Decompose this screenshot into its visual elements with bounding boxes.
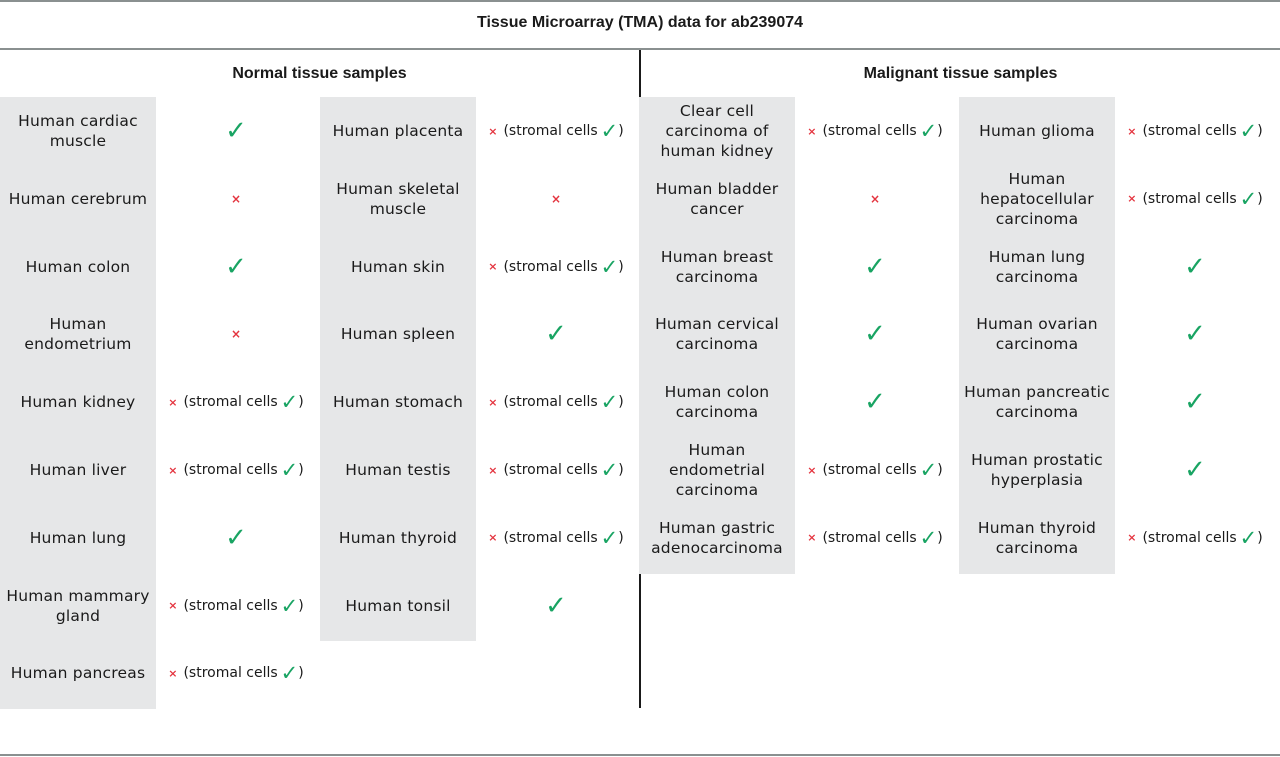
cross-icon: × — [807, 531, 817, 545]
tissue-name: Human prostatic hyperplasia — [971, 451, 1103, 489]
cross-icon: × — [168, 395, 178, 409]
result-cell — [795, 97, 955, 165]
cross-icon: × — [230, 327, 242, 342]
stromal-label: (stromal cells — [1142, 529, 1237, 546]
stromal-close: ) — [1257, 190, 1263, 207]
check-icon: ✓ — [919, 458, 938, 482]
result-cell — [156, 368, 316, 436]
tissue-name: Human kidney — [20, 393, 136, 412]
tissue-name: Human skin — [350, 257, 445, 276]
tissue-name: Human endometrial carcinoma — [668, 441, 766, 499]
cross-icon: × — [230, 191, 242, 206]
result-cell — [476, 165, 636, 233]
result-cell — [156, 572, 316, 640]
stromal-close: ) — [937, 529, 943, 546]
tissue-name: Human pancreas — [10, 664, 146, 683]
stromal-close: ) — [618, 529, 624, 546]
stromal-close: ) — [618, 462, 624, 478]
result-cell — [1115, 97, 1275, 165]
tissue-name: Human endometrium — [24, 315, 132, 354]
result-cell — [1115, 233, 1275, 301]
result-cell — [795, 504, 955, 572]
stromal-label: (stromal cells — [503, 258, 598, 275]
tissue-name: Human bladder cancer — [655, 179, 779, 218]
check-icon: ✓ — [919, 525, 938, 550]
stromal-label: (stromal cells — [822, 123, 917, 139]
result-cell — [1115, 436, 1275, 504]
stromal-label: (stromal cells — [503, 462, 598, 478]
result-cell — [795, 368, 955, 436]
check-icon: ✓ — [1239, 525, 1258, 550]
stromal-close: ) — [298, 462, 304, 478]
tissue-name: Human ovarian carcinoma — [976, 315, 1098, 354]
result-cell — [156, 639, 316, 707]
check-icon: ✓ — [864, 251, 886, 282]
result-cell — [795, 165, 955, 233]
check-icon: ✓ — [1239, 186, 1258, 211]
check-icon: ✓ — [1184, 455, 1206, 485]
tissue-name: Human spleen — [340, 325, 456, 344]
cross-icon: × — [869, 191, 881, 206]
tissue-name: Human glioma — [979, 122, 1095, 140]
tissue-name: Human placenta — [332, 122, 464, 140]
check-icon: ✓ — [1184, 387, 1206, 418]
result-cell — [156, 436, 316, 504]
check-icon: ✓ — [864, 319, 886, 350]
check-icon: ✓ — [225, 522, 247, 553]
tissue-name: Human stomach — [332, 393, 463, 412]
result-cell — [1115, 300, 1275, 368]
tissue-name: Human liver — [29, 461, 127, 479]
tissue-name: Human breast carcinoma — [660, 247, 774, 286]
cross-icon: × — [168, 599, 178, 613]
stromal-close: ) — [618, 123, 624, 139]
cross-icon: × — [807, 124, 817, 138]
stromal-label: (stromal cells — [503, 529, 598, 546]
result-cell — [156, 233, 316, 301]
stromal-label: (stromal cells — [183, 597, 278, 614]
normal-section-title: Normal tissue samples — [232, 65, 407, 82]
check-icon: ✓ — [280, 593, 299, 618]
stromal-label: (stromal cells — [503, 123, 598, 139]
stromal-label: (stromal cells — [183, 394, 278, 411]
stromal-close: ) — [1257, 529, 1263, 546]
top-rule — [0, 0, 1280, 2]
tissue-name: Human mammary gland — [6, 586, 150, 625]
tissue-name: Human cerebrum — [8, 189, 148, 208]
stromal-label: (stromal cells — [1142, 190, 1237, 207]
tissue-name: Human lung carcinoma — [988, 247, 1086, 286]
cross-icon: × — [1127, 124, 1137, 138]
result-cell — [795, 233, 955, 301]
result-cell — [1115, 165, 1275, 233]
stromal-label: (stromal cells — [183, 462, 278, 478]
result-cell — [476, 368, 636, 436]
check-icon: ✓ — [545, 319, 567, 350]
check-icon: ✓ — [1184, 251, 1206, 282]
cross-icon: × — [488, 124, 498, 138]
result-cell — [156, 97, 316, 165]
malignant-section-title: Malignant tissue samples — [863, 65, 1058, 82]
tissue-name: Human gastric adenocarcinoma — [651, 518, 783, 557]
page-title: Tissue Microarray (TMA) data for ab239074 — [476, 14, 804, 31]
stromal-close: ) — [937, 462, 943, 478]
result-cell — [156, 300, 316, 368]
tissue-name: Human skeletal muscle — [336, 179, 460, 218]
tissue-name: Human colon carcinoma — [664, 383, 770, 422]
cross-icon: × — [550, 191, 562, 206]
check-icon: ✓ — [545, 590, 567, 621]
result-cell — [156, 165, 316, 233]
stromal-label: (stromal cells — [503, 394, 598, 411]
result-cell — [795, 436, 955, 504]
cross-icon: × — [488, 463, 498, 477]
stromal-label: (stromal cells — [822, 529, 917, 546]
result-cell — [156, 504, 316, 572]
result-cell — [476, 436, 636, 504]
result-cell — [1115, 504, 1275, 572]
cross-icon: × — [488, 395, 498, 409]
check-icon: ✓ — [1184, 319, 1206, 350]
result-cell — [476, 233, 636, 301]
stromal-close: ) — [298, 665, 304, 682]
cross-icon: × — [1127, 192, 1137, 206]
check-icon: ✓ — [225, 251, 247, 282]
tissue-name: Human hepatocellular carcinoma — [980, 169, 1094, 228]
tissue-name: Human thyroid carcinoma — [977, 518, 1097, 557]
stromal-close: ) — [618, 258, 624, 275]
result-cell — [795, 300, 955, 368]
stromal-label: (stromal cells — [1142, 123, 1237, 139]
result-cell — [476, 300, 636, 368]
cross-icon: × — [488, 531, 498, 545]
check-icon: ✓ — [225, 116, 247, 146]
bottom-rule — [0, 754, 1280, 756]
result-cell — [476, 97, 636, 165]
check-icon: ✓ — [280, 661, 299, 686]
check-icon: ✓ — [864, 387, 886, 418]
tissue-name: Clear cell carcinoma of human kidney — [660, 102, 774, 160]
stromal-label: (stromal cells — [822, 462, 917, 478]
check-icon: ✓ — [280, 458, 299, 482]
cross-icon: × — [1127, 531, 1137, 545]
result-cell — [1115, 368, 1275, 436]
check-icon: ✓ — [600, 390, 619, 415]
check-icon: ✓ — [600, 254, 619, 279]
tissue-name: Human cardiac muscle — [18, 112, 138, 150]
stromal-close: ) — [618, 394, 624, 411]
check-icon: ✓ — [600, 525, 619, 550]
tissue-name: Human lung — [29, 528, 127, 547]
cross-icon: × — [488, 260, 498, 274]
cross-icon: × — [168, 463, 178, 477]
cross-icon: × — [807, 463, 817, 477]
tissue-name: Human tonsil — [345, 596, 451, 615]
result-cell — [476, 572, 636, 640]
stromal-label: (stromal cells — [183, 665, 278, 682]
tissue-name: Human colon — [25, 257, 131, 276]
check-icon: ✓ — [280, 390, 299, 415]
tissue-name: Human cervical carcinoma — [655, 315, 779, 354]
tissue-name: Human pancreatic carcinoma — [964, 383, 1110, 422]
stromal-close: ) — [298, 597, 304, 614]
check-icon: ✓ — [919, 119, 938, 143]
check-icon: ✓ — [1239, 119, 1258, 143]
check-icon: ✓ — [600, 119, 619, 143]
check-icon: ✓ — [600, 458, 619, 482]
stromal-close: ) — [937, 123, 943, 139]
stromal-close: ) — [298, 394, 304, 411]
stromal-close: ) — [1257, 123, 1263, 139]
tissue-name: Human thyroid — [338, 528, 458, 547]
result-cell — [476, 504, 636, 572]
tissue-name: Human testis — [345, 461, 451, 479]
cross-icon: × — [168, 666, 178, 680]
